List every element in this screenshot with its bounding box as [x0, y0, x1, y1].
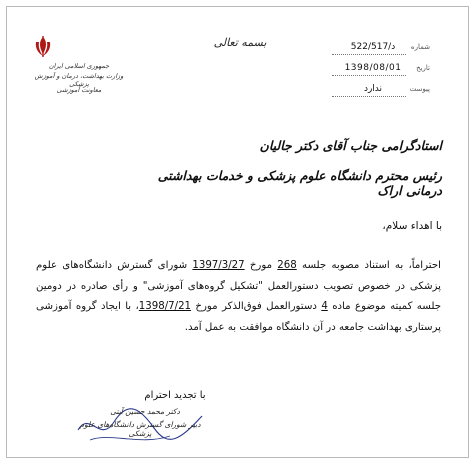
body-text-e: ، با ایجاد گروه آموزشی پرستاری بهداشت جامعه در آن دانشگاه موافقت به عمل آمد. — [36, 301, 441, 333]
iran-emblem-icon — [30, 34, 56, 60]
body-paragraph — [36, 256, 441, 338]
signatory-name: دکتر محمد حسین آیتی — [110, 407, 180, 416]
committee-date: 1398/7/21 — [138, 301, 192, 312]
attachment-label: پیوست — [409, 85, 430, 93]
letter-date: 1398/08/01 — [344, 63, 402, 73]
date-label: تاریخ — [416, 64, 430, 72]
article-number: 4 — [321, 301, 328, 312]
closing-text: با تجدید احترام — [144, 390, 206, 401]
ministry-line-2: وزارت بهداشت، درمان و آموزش پزشکی — [34, 72, 124, 88]
body-text-d: دستورالعمل فوق‌الذکر مورخ — [195, 301, 317, 312]
basmala: بسمه تعالی — [213, 36, 267, 49]
session-date: 1397/3/27 — [192, 260, 245, 271]
addressee-title: رئیس محترم دانشگاه علوم پزشکی و خدمات بهداشتی درمانی اراک — [157, 168, 442, 198]
number-label: شماره — [410, 43, 430, 51]
signatory-title: دبیر شورای گسترش دانشگاه‌های علوم پزشکی — [79, 420, 201, 438]
body-text-b: مورخ — [249, 260, 273, 271]
body-text-c: شورای گسترش دانشگاه‌های علوم پزشکی در خصوص تصویب دستورالعمل "تشکیل گروه‌های آموزشی" و رأی صادره در دومین جلسه کمیته موضوع ماده — [36, 260, 441, 312]
session-number: 268 — [277, 260, 297, 271]
addressee-name: استادگرامی جناب آقای دکتر جالیان — [259, 138, 442, 153]
attachment-value: ندارد — [363, 84, 383, 94]
greeting: با اهداء سلام، — [382, 220, 442, 232]
ministry-line-1: جمهوری اسلامی ایران — [48, 62, 110, 70]
letter-number: د/522/517 — [350, 42, 396, 52]
body-text-a: احتراماً، به استناد مصوبه جلسه — [301, 260, 441, 271]
ministry-line-3: معاونت آموزشی — [56, 86, 102, 94]
